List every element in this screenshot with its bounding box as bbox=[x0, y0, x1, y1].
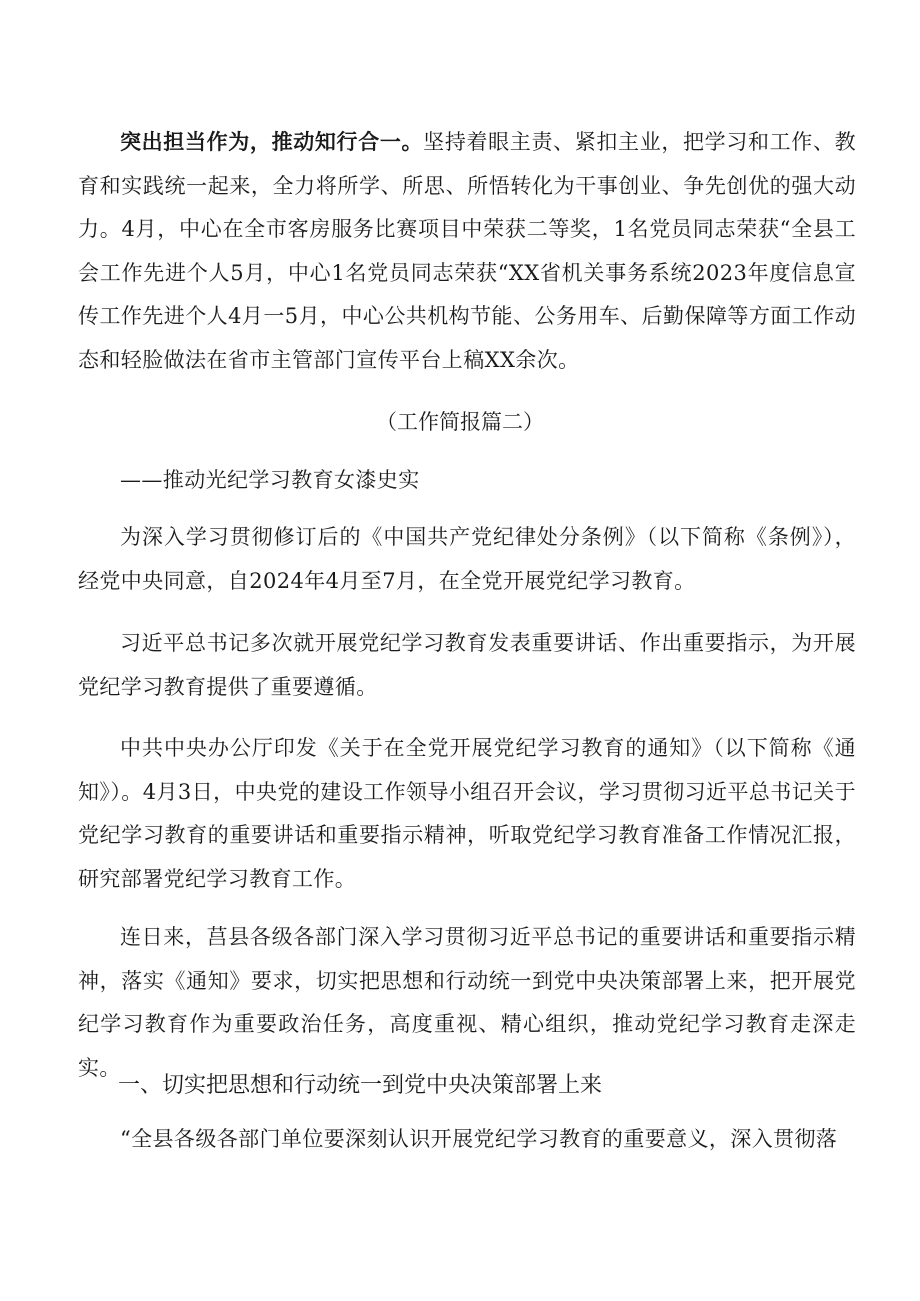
paragraph-notice: 中共中央办公厅印发《关于在全党开展党纪学习教育的通知》（以下简称《通知》）。4月3日，中央党的建设工作领导小组召开会议，学习贯彻习近平总书记关于党纪学习教育的重要讲话和重要指示精神，听取党纪学习教育准备工作情况汇报，研究部署党纪学习教育工作。 bbox=[78, 736, 856, 891]
paragraph-county: 连日来，莒县各级各部门深入学习贯彻习近平总书记的重要讲话和重要指示精神，落实《通知》要求，切实把思想和行动统一到党中央决策部署上来，把开展党纪学习教育作为重要政治任务，高度重视、精心组织，推动党纪学习教育走深走实。 bbox=[78, 925, 856, 1080]
paragraph-speech: 习近平总书记多次就开展党纪学习教育发表重要讲话、作出重要指示，为开展党纪学习教育提供了重要遵循。 bbox=[78, 631, 856, 699]
heading-section-one: 一、切实把思想和行动统一到党中央决策部署上来 bbox=[118, 1073, 603, 1098]
section-title: （工作简报篇二） bbox=[376, 410, 544, 434]
paragraph-text: 坚持着眼主责、紧扣主业，把学习和工作、教育和实践统一起来，全力将所学、所思、所悟转化为干事创业、争先创优的强大动力。4月，中心在全市客房服务比赛项目中荣获二等奖，1名党员同志荣获“全县工会工作先进个人5月，中心1名党员同志荣获“XX省机关事务系统2023年度信息宣传工作先进个人4月一5月，中心公共机构节能、公务用车、后勤保障等方面工作动态和轻脸做法在省市主管部门宣传平台上稿XX余次。 bbox=[78, 130, 857, 372]
paragraph-intro: 为深入学习贯彻修订后的《中国共产党纪律处分条例》（以下简称《条例》），经党中央同意，自2024年4月至7月，在全党开展党纪学习教育。 bbox=[78, 525, 856, 593]
paragraph-achievements bbox=[78, 121, 856, 382]
subtitle: ——推动光纪学习教育女漆史实 bbox=[120, 468, 420, 492]
paragraph-lead: 突出担当作为，推动知行合一。 bbox=[120, 130, 424, 154]
paragraph-quote: “全县各级各部门单位要深刻认识开展党纪学习教育的重要意义，深入贯彻落 bbox=[120, 1127, 838, 1151]
